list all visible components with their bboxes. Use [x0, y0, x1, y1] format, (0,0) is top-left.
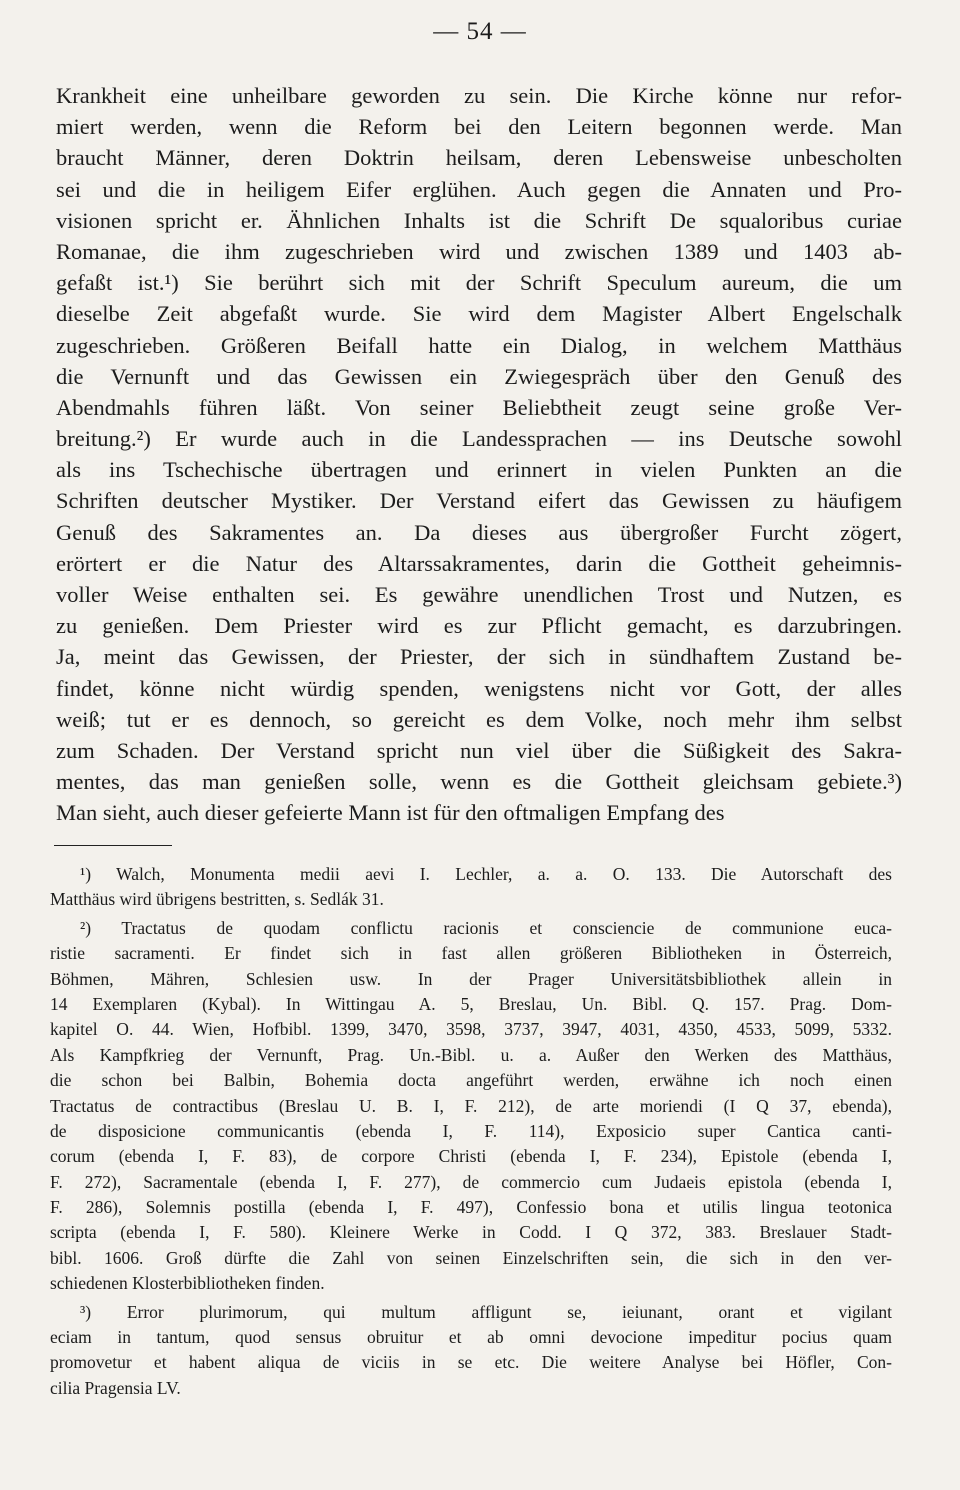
footnote-line: cilia Pragensia LV.: [50, 1377, 181, 1398]
text-line: Schriften deutscher Mystiker. Der Verstand eifert das Gewissen zu häufigem: [56, 488, 902, 514]
text-line: Abendmahls führen läßt. Von seiner Beliebtheit zeugt seine große Ver-: [56, 394, 902, 420]
footnote-line: de disposicione communicantis (ebenda I, F. 114), Exposicio super Cantica canti-: [50, 1120, 892, 1141]
text-line: Genuß des Sakramentes an. Da dieses aus übergroßer Furcht zögert,: [56, 519, 902, 545]
footnote-line: Matthäus wird übrigens bestritten, s. Sedlák 31.: [50, 889, 384, 910]
text-line: breitung.²) Er wurde auch in die Landessprachen — ins Deutsche sowohl: [56, 426, 902, 452]
footnote-line: die schon bei Balbin, Bohemia docta angeführt werden, erwähne ich noch einen: [50, 1070, 892, 1091]
footnote-line: corum (ebenda I, F. 83), de corpore Christi (ebenda I, F. 234), Epistole (ebenda I,: [50, 1146, 892, 1167]
footnote-line: promovetur et habent aliqua de viciis in se etc. Die weitere Analyse bei Höfler, Con-: [50, 1352, 892, 1373]
footnote-line: Tractatus de contractibus (Breslau U. B. I, F. 212), de arte moriendi (I Q 37, ebenda),: [50, 1095, 892, 1116]
footnote-3: [50, 1300, 892, 1402]
footnote-line: F. 272), Sacramentale (ebenda I, F. 277), de commercio cum Judaeis epistola (ebenda I,: [50, 1171, 892, 1192]
footnote-2: [50, 916, 892, 1297]
text-line: weiß; tut er es dennoch, so gereicht es dem Volke, noch mehr ihm selbst: [56, 706, 902, 732]
footnote-line: 14 Exemplaren (Kybal). In Wittingau A. 5, Breslau, Un. Bibl. Q. 157. Prag. Dom-: [50, 993, 892, 1014]
text-line: visionen spricht er. Ähnlichen Inhalts ist die Schrift De squaloribus curiae: [56, 207, 902, 233]
text-line: erörtert er die Natur des Altarssakramentes, darin die Gottheit geheimnis-: [56, 550, 902, 576]
main-text: [56, 80, 902, 829]
footnote-line: bibl. 1606. Groß dürfte die Zahl von seinen Einzelschriften sein, die sich in den ver-: [50, 1247, 892, 1268]
footnotes: [50, 862, 892, 1401]
text-line: miert werden, wenn die Reform bei den Leitern begonnen werde. Man: [56, 114, 902, 140]
text-line: findet, könne nicht würdig spenden, wenigstens nicht vor Gott, der alles: [56, 675, 902, 701]
text-line: Man sieht, auch dieser gefeierte Mann ist für den oftmaligen Empfang des: [56, 800, 725, 826]
page-number: — 54 —: [433, 18, 527, 45]
footnote-line: schiedenen Klosterbibliotheken finden.: [50, 1273, 325, 1294]
text-line: sei und die in heiligem Eifer erglühen. Auch gegen die Annaten und Pro-: [56, 176, 902, 202]
text-line: mentes, das man genießen solle, wenn es die Gottheit gleichsam gebiete.³): [56, 769, 902, 795]
footnote-line: ¹) Walch, Monumenta medii aevi I. Lechler, a. a. O. 133. Die Autorschaft des: [80, 864, 892, 884]
footnote-1: [50, 862, 892, 913]
text-line: gefaßt ist.¹) Sie berührt sich mit der Schrift Speculum aureum, die um: [56, 270, 902, 296]
footnote-line: ²) Tractatus de quodam conflictu racionis et consciencie de communione euca-: [80, 917, 892, 938]
footnote-line: Als Kampfkrieg der Vernunft, Prag. Un.-Bibl. u. a. Außer den Werken des Matthäus,: [50, 1044, 892, 1065]
footnote-line: Böhmen, Mähren, Schlesien usw. In der Prager Universitätsbibliothek allein in: [50, 968, 892, 989]
text-line: zum Schaden. Der Verstand spricht nun viel über die Süßigkeit des Sakra-: [56, 737, 902, 763]
footnote-separator: [54, 845, 172, 846]
footnote-line: ³) Error plurimorum, qui multum affligunt se, ieiunant, orant et vigilant: [80, 1301, 892, 1322]
text-line: voller Weise enthalten sei. Es gewähre unendlichen Trost und Nutzen, es: [56, 582, 902, 607]
footnote-line: ristie sacramenti. Er findet sich in fast allen größeren Bibliotheken in Österreich,: [50, 943, 892, 964]
footnote-line: eciam in tantum, quod sensus obruitur et ab omni devocione impeditur pocius quam: [50, 1327, 892, 1348]
footnote-line: scripta (ebenda I, F. 580). Kleinere Werke in Codd. I Q 372, 383. Breslauer Stadt-: [50, 1222, 892, 1243]
text-line: die Vernunft und das Gewissen ein Zwiegespräch über den Genuß des: [56, 363, 902, 389]
text-line: als ins Tschechische übertragen und erinnert in vielen Punkten an die: [56, 457, 902, 483]
footnote-line: kapitel O. 44. Wien, Hofbibl. 1399, 3470, 3598, 3737, 3947, 4031, 4350, 4533, 5099, 5332.: [50, 1019, 892, 1040]
text-line: zu genießen. Dem Priester wird es zur Pflicht gemacht, es darzubringen.: [56, 613, 902, 639]
text-line: zugeschrieben. Größeren Beifall hatte ein Dialog, in welchem Matthäus: [56, 332, 902, 358]
footnote-line: F. 286), Solemnis postilla (ebenda I, F. 497), Confessio bona et utilis lingua teotonica: [50, 1197, 892, 1218]
text-line: Romanae, die ihm zugeschrieben wird und zwischen 1389 und 1403 ab-: [56, 238, 902, 264]
text-line: dieselbe Zeit abgefaßt wurde. Sie wird dem Magister Albert Engelschalk: [56, 301, 902, 327]
text-line: Krankheit eine unheilbare geworden zu sein. Die Kirche könne nur refor-: [56, 83, 902, 108]
text-line: Ja, meint das Gewissen, der Priester, der sich in sündhaftem Zustand be-: [56, 644, 902, 670]
text-line: braucht Männer, deren Doktrin heilsam, deren Lebensweise unbescholten: [56, 145, 902, 171]
